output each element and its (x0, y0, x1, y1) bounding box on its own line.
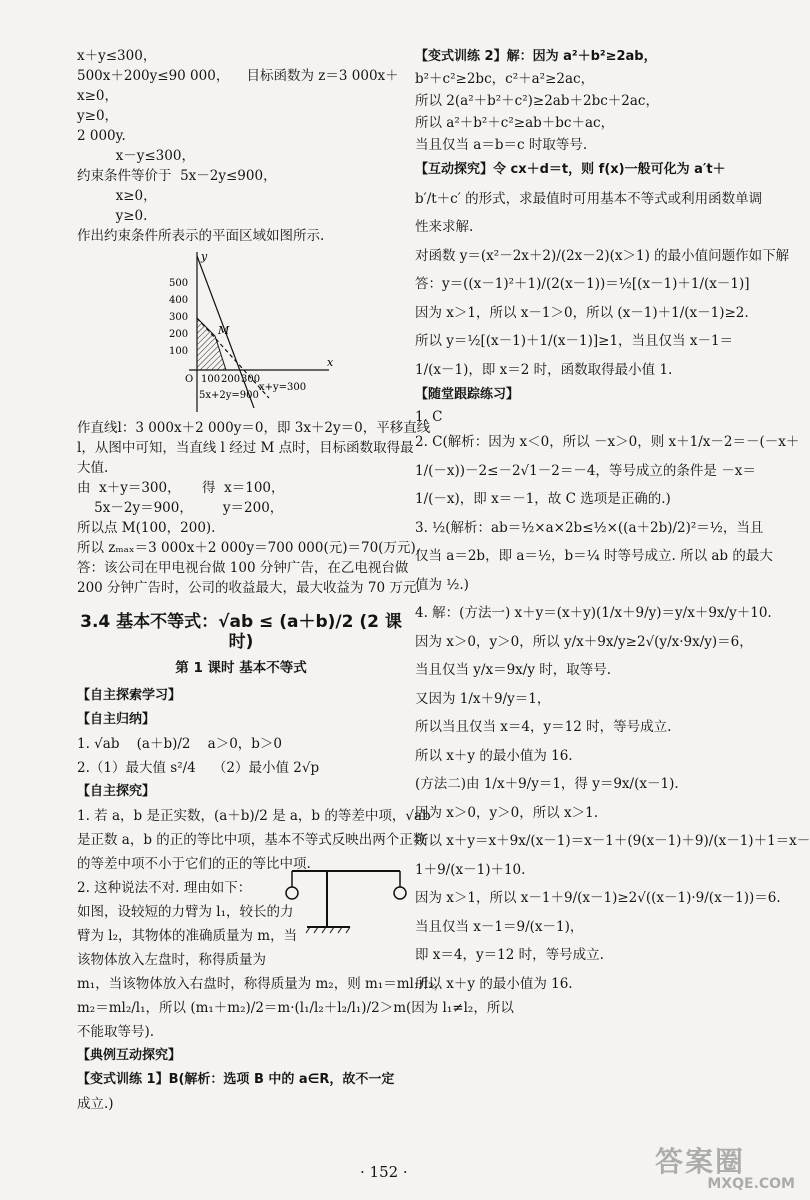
text-line: 当且仅当 x－1＝9/(x－1)， (415, 918, 584, 935)
text-line: 因为 x＞0，y＞0，所以 x＞1. (415, 804, 598, 821)
text-line: 1/(－x))－2≤－2√1－2＝－4，等号成立的条件是 －x＝ (415, 462, 756, 479)
watermark-text: 答案圈 (655, 1145, 746, 1178)
y-tick: 300 (169, 312, 189, 323)
text-line: 1＋9/(x－1)＋10. (415, 861, 526, 878)
text-line: 所以 x＋y 的最小值为 16. (415, 747, 573, 764)
text-line: 1/(x－1)，即 x＝2 时，函数取得最小值 1. (415, 361, 673, 378)
text-line: 1. 若 a，b 是正实数，(a＋b)/2 是 a，b 的等差中项，√ab (77, 808, 431, 824)
text-line: 性来求解. (415, 219, 474, 235)
line1-label: 5x+2y=900 (199, 390, 259, 401)
text-line: 所以当且仅当 x＝4，y＝12 时，等号成立. (415, 719, 672, 735)
text-line: 因为 x＞0，y＞0，所以 y/x＋9x/y≥2√(y/x·9x/y)＝6， (415, 633, 753, 650)
x-axis-label: x (327, 356, 334, 369)
text-line: 答：该公司在甲电视台做 100 分钟广告，在乙电视台做 (77, 560, 409, 576)
text-line: b²＋c²≥2bc，c²＋a²≥2ac， (415, 71, 595, 87)
text-line: (方法二)由 1/x＋9/y＝1，得 y＝9x/(x－1). (415, 776, 679, 792)
text-line: 1. √ab (a＋b)/2 a＞0，b＞0 (77, 736, 283, 752)
text-line: 2.（1）最大值 s²/4 （2）最小值 2√p (77, 760, 320, 776)
line2-label: x+y=300 (259, 382, 307, 393)
text-line: 500x＋200y≤90 000， 目标函数为 z＝3 000x＋ (77, 68, 399, 84)
text-line: 对函数 y＝(x²－2x＋2)/(2x－2)(x＞1) 的最小值问题作如下解 (415, 247, 790, 264)
text-line: 【随堂跟踪练习】 (415, 387, 520, 402)
x-tick: 100 (201, 374, 221, 385)
text-line: 【自主归纳】 (77, 712, 156, 727)
text-line: 作出约束条件所表示的平面区域如图所示. (77, 228, 325, 244)
y-tick: 200 (169, 329, 189, 340)
text-line: 2 000y. (77, 128, 126, 144)
text-line: 约束条件等价于 5x－2y≤900， (77, 168, 277, 184)
x-tick: 200 (221, 374, 241, 385)
watermark-url: MXQE.COM (707, 1176, 795, 1192)
text-line: 仅当 a＝2b，即 a＝½，b＝¼ 时等号成立. 所以 ab 的最大 (415, 548, 773, 564)
page-number: · 152 · (360, 1163, 408, 1181)
text-line: 所以 y＝½[(x－1)＋1/(x－1)]≥1，当且仅当 x－1＝ (415, 333, 734, 349)
text-line: 【自主探究】 (77, 784, 156, 799)
y-tick: 100 (169, 346, 189, 357)
text-line: b′/t＋c′ 的形式，求最值时可用基本不等式或利用函数单调 (415, 190, 763, 207)
text-line: y≥0， (77, 108, 119, 124)
watermark-logo (655, 1140, 795, 1198)
section-title: 3.4 基本不等式：√ab ≤ (a＋b)/2 (2 课时) (80, 612, 402, 652)
x-tick: 300 (241, 374, 261, 385)
text-line: 成立.) (77, 1096, 114, 1112)
text-line: 5x－2y＝900， y＝200， (77, 500, 284, 516)
text-line: 2. C(解析：因为 x＜0，所以 －x＞0，则 x＋1/x－2＝－(－x＋ (415, 434, 800, 450)
text-line: 4. 解：(方法一) x＋y＝(x＋y)(1/x＋9/y)＝y/x＋9x/y＋10. (415, 605, 772, 621)
text-line: 【典例互动探究】 (77, 1048, 182, 1063)
text-line: 当且仅当 a＝b＝c 时取等号. (415, 137, 588, 153)
text-line: 是正数 a，b 的正的等比中项，基本不等式反映出两个正数 (77, 832, 427, 848)
text-line: x≥0， (77, 88, 119, 104)
text-line: 即 x＝4，y＝12 时，等号成立. (415, 947, 604, 963)
text-line: 所以点 M(100，200). (77, 520, 216, 536)
text-line: 所以 x＋y＝x＋9x/(x－1)＝x－1＋(9(x－1)＋9)/(x－1)＋1＝x－ (415, 833, 810, 849)
text-line: 大值. (77, 460, 109, 476)
text-line: x＋y≤300， (77, 48, 157, 64)
text-line: m₁，当该物体放入右盘时，称得质量为 m₂，则 m₁＝ml₁/l₂， (77, 976, 448, 992)
text-line: 的等差中项不小于它们的正的等比中项. (77, 856, 311, 872)
text-line: 由 x＋y＝300， 得 x＝100， (77, 480, 285, 496)
y-tick: 400 (169, 295, 189, 306)
text-line: 不能取等号). (77, 1024, 155, 1040)
text-line: 【变式训练 1】B(解析：选项 B 中的 a∈R，故不一定 (77, 1072, 395, 1087)
text-line: 因为 x＞1，所以 x－1＞0，所以 (x－1)＋1/(x－1)≥2. (415, 304, 749, 321)
text-line: 值为 ½.) (415, 576, 469, 593)
point-m-label: M (218, 324, 230, 337)
text-line: 又因为 1/x＋9/y＝1， (415, 690, 551, 707)
text-line: y≥0. (77, 208, 148, 224)
lesson-title: 第 1 课时 基本不等式 (175, 660, 307, 676)
text-line: 【自主探索学习】 (77, 688, 182, 703)
text-line: m₂＝ml₂/l₁，所以 (m₁＋m₂)/2＝m·(l₁/l₂＋l₂/l₁)/2＞m(因为 l₁≠l₂，所以 (77, 1000, 514, 1016)
y-tick: 500 (169, 278, 189, 289)
right-column (415, 46, 810, 998)
text-line: 所以 2(a²＋b²＋c²)≥2ab＋2bc＋2ac， (415, 93, 659, 109)
text-line: 1. C (415, 409, 443, 425)
text-line: 1/(－x)，即 x＝－1，故 C 选项是正确的.) (415, 491, 671, 507)
text-line: 2. 这种说法不对. 理由如下： (77, 880, 252, 896)
text-line: 因为 x＞1，所以 x－1＋9/(x－1)≥2√((x－1)·9/(x－1))＝6. (415, 890, 781, 906)
text-line: 如图，设较短的力臂为 l₁，较长的力 (77, 904, 294, 920)
text-line: 作直线l：3 000x＋2 000y＝0，即 3x＋2y＝0，平移直线 (77, 420, 431, 436)
text-line: 所以 x＋y 的最小值为 16. (415, 975, 573, 992)
x-tick: O (185, 374, 194, 385)
text-line: 所以 a²＋b²＋c²≥ab＋bc＋ac， (415, 115, 615, 131)
text-line: l，从图中可知，当直线 l 经过 M 点时，目标函数取得最 (77, 440, 414, 456)
text-line: 该物体放入左盘时，称得质量为 (77, 952, 266, 968)
text-line: 3. ½(解析：ab＝½×a×2b≤½×((a＋2b)/2)²＝½，当且 (415, 519, 764, 536)
text-line: 答：y＝((x－1)²＋1)/(2(x－1))＝½[(x－1)＋1/(x－1)] (415, 276, 750, 292)
y-axis-label: y (201, 250, 208, 263)
text-line: 【变式训练 2】解：因为 a²＋b²≥2ab， (415, 49, 657, 64)
feasible-region-graph (169, 248, 339, 416)
text-line: 臂为 l₂，其物体的准确质量为 m，当 (77, 928, 298, 944)
text-line: 【互动探究】令 cx＋d＝t，则 f(x)一般可化为 a′t＋ (415, 162, 726, 177)
text-line: 当且仅当 y/x＝9x/y 时，取等号. (415, 662, 612, 678)
text-line: 所以 zₘₐₓ＝3 000x＋2 000y＝700 000(元)＝70(万元). (77, 540, 421, 556)
text-line: x－y≤300， (77, 148, 195, 164)
text-line: x≥0， (77, 188, 157, 204)
text-line: 200 分钟广告时，公司的收益最大，最大收益为 70 万元. (77, 580, 421, 596)
balance-diagram (282, 865, 407, 935)
